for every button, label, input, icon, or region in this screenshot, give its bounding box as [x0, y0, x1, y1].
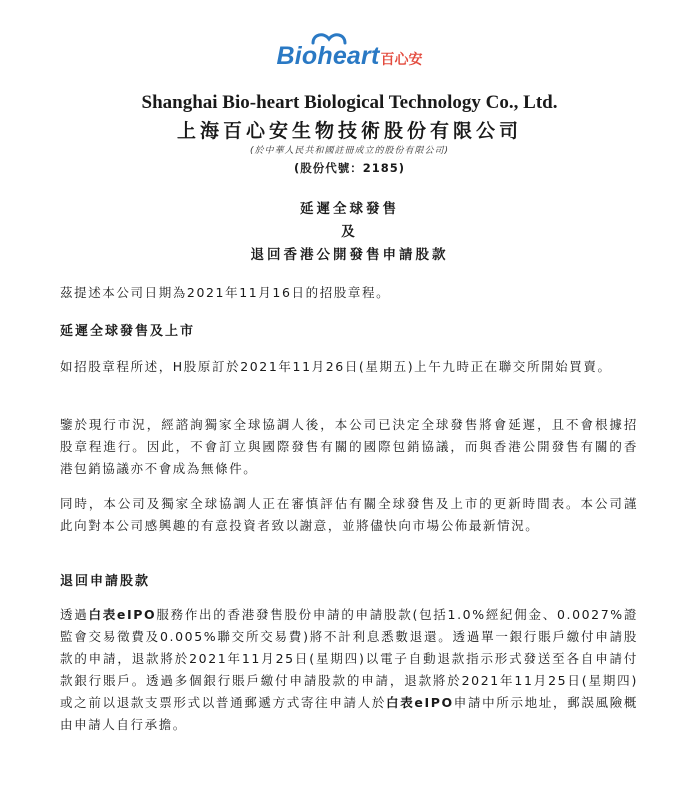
white-form-eipo-2: 白表eIPO [386, 695, 454, 710]
white-form-eipo-1: 白表eIPO [88, 607, 157, 622]
refund-text-d: 申請中所示地址，郵誤風險概由申請人自行承擔。 [60, 695, 638, 732]
title-line-1: 延遲全球發售 [300, 201, 399, 217]
delay-paragraph-1: 如招股章程所述，H股原訂於2021年11月26日(星期五)上午九時正在聯交所開始買賣。 [60, 359, 612, 374]
company-logo [0, 34, 699, 78]
heart-icon [310, 30, 348, 54]
company-name-en: Shanghai Bio-heart Biological Technology Co., Ltd. [141, 92, 558, 113]
delay-paragraph-3: 同時，本公司及獨家全球協調人正在審慎評估有關全球發售及上市的更新時間表。本公司謹此向對本公司感興趣的有意投資者致以謝意，並將儘快向市場公佈最新情況。 [60, 496, 638, 533]
logo-cn: 百心安 [380, 51, 423, 68]
refund-text-a: 透過 [60, 607, 89, 622]
refund-paragraph [60, 604, 638, 736]
intro-paragraph: 茲提述本公司日期為2021年11月16日的招股章程。 [60, 285, 391, 300]
incorporation-note: (於中華人民共和國註冊成立的股份有限公司) [249, 146, 450, 156]
refund-text-c: 服務作出的香港發售股份申請的申請股款(包括1.0%經紀佣金、0.0027%證監會交易徵費及0.005%聯交所交易費)將不計利息悉數退還。透過單一銀行賬戶繳付申請股款的申請，退款將於2021年11月25日(星期四)以電子自動退款指示形式發送至各自申請付款銀行賬戶。透過多個銀行賬戶繳付申請股款的申請，退款將於2021年11月25日(星期四)或之前以退款支票形式以普通郵遞方式寄往申請人於 [60, 607, 638, 710]
delay-paragraph-2: 鑒於現行市況，經諮詢獨家全球協調人後，本公司已決定全球發售將會延遲，且不會根據招股章程進行。因此，不會訂立與國際發售有關的國際包銷協議，而與香港公開發售有關的香港包銷協議亦不會成為無條件。 [60, 417, 638, 476]
logo-brand: Bioheart [276, 41, 380, 70]
section-heading-delay: 延遲全球發售及上市 [60, 324, 196, 339]
stock-code: (股份代號：2185) [293, 161, 406, 175]
title-line-2: 及 [341, 224, 358, 240]
title-line-3: 退回香港公開發售申請股款 [250, 247, 449, 263]
company-name-cn: 上海百心安生物技術股份有限公司 [176, 120, 522, 142]
section-heading-refund: 退回申請股款 [60, 574, 151, 589]
